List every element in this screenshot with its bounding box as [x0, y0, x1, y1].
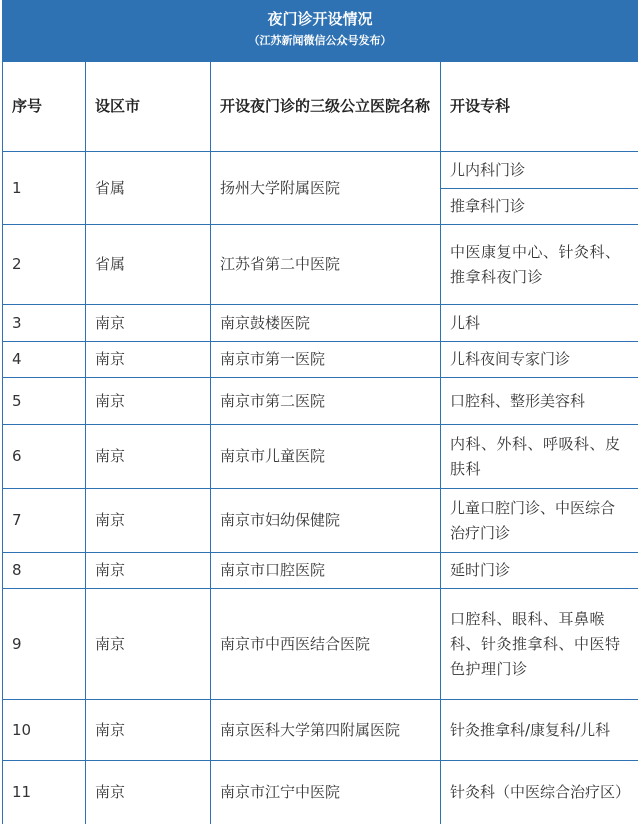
cell-specialty: 口腔科、整形美容科 [441, 378, 639, 425]
cell-hospital: 南京鼓楼医院 [211, 305, 441, 342]
cell-city: 南京 [86, 342, 211, 378]
table-row [3, 225, 639, 305]
cell-no: 11 [3, 761, 86, 824]
cell-no: 4 [3, 342, 86, 378]
header-no: 序号 [3, 62, 86, 152]
cell-no: 8 [3, 553, 86, 589]
cell-city: 南京 [86, 700, 211, 761]
cell-city: 省属 [86, 152, 211, 225]
header-hospital: 开设夜门诊的三级公立医院名称 [211, 62, 441, 152]
cell-no: 2 [3, 225, 86, 305]
table-row [3, 489, 639, 553]
cell-specialty: 针灸科（中医综合治疗区） [441, 761, 639, 824]
cell-specialty: 针灸推拿科/康复科/儿科 [441, 700, 639, 761]
table-row [3, 700, 639, 761]
table-row [3, 553, 639, 589]
cell-city: 南京 [86, 761, 211, 824]
table-row [3, 152, 639, 189]
cell-no: 6 [3, 425, 86, 489]
cell-hospital: 南京市第二医院 [211, 378, 441, 425]
cell-city: 南京 [86, 378, 211, 425]
table-row [3, 342, 639, 378]
cell-city: 南京 [86, 305, 211, 342]
table-row [3, 589, 639, 700]
cell-specialty: 儿科 [441, 305, 639, 342]
night-clinic-table [2, 61, 638, 824]
cell-city: 南京 [86, 553, 211, 589]
table-title: 夜门诊开设情况 [267, 10, 373, 28]
cell-city: 南京 [86, 589, 211, 700]
cell-no: 3 [3, 305, 86, 342]
cell-hospital: 南京市中西医结合医院 [211, 589, 441, 700]
cell-hospital: 南京市江宁中医院 [211, 761, 441, 824]
cell-specialty: 延时门诊 [441, 553, 639, 589]
cell-specialty: 推拿科门诊 [441, 189, 639, 225]
cell-hospital: 南京市第一医院 [211, 342, 441, 378]
table-row [3, 378, 639, 425]
cell-city: 南京 [86, 425, 211, 489]
table-header-row [3, 62, 639, 152]
header-specialty: 开设专科 [441, 62, 639, 152]
table-row [3, 305, 639, 342]
cell-no: 7 [3, 489, 86, 553]
cell-no: 1 [3, 152, 86, 225]
cell-city: 省属 [86, 225, 211, 305]
cell-hospital: 扬州大学附属医院 [211, 152, 441, 225]
table-row [3, 425, 639, 489]
cell-hospital: 南京医科大学第四附属医院 [211, 700, 441, 761]
table-subtitle: （江苏新闻微信公众号发布） [248, 34, 392, 47]
table-row [3, 761, 639, 824]
cell-specialty: 中医康复中心、针灸科、推拿科夜门诊 [441, 225, 639, 305]
cell-hospital: 南京市妇幼保健院 [211, 489, 441, 553]
cell-specialty: 内科、外科、呼吸科、皮肤科 [441, 425, 639, 489]
cell-no: 5 [3, 378, 86, 425]
cell-hospital: 南京市儿童医院 [211, 425, 441, 489]
cell-no: 10 [3, 700, 86, 761]
cell-city: 南京 [86, 489, 211, 553]
cell-specialty: 儿童口腔门诊、中医综合治疗门诊 [441, 489, 639, 553]
cell-hospital: 江苏省第二中医院 [211, 225, 441, 305]
header-city: 设区市 [86, 62, 211, 152]
document [2, 0, 638, 824]
cell-no: 9 [3, 589, 86, 700]
cell-specialty: 儿内科门诊 [441, 152, 639, 189]
table-banner [2, 0, 638, 61]
cell-specialty: 口腔科、眼科、耳鼻喉科、针灸推拿科、中医特色护理门诊 [441, 589, 639, 700]
cell-hospital: 南京市口腔医院 [211, 553, 441, 589]
cell-specialty: 儿科夜间专家门诊 [441, 342, 639, 378]
